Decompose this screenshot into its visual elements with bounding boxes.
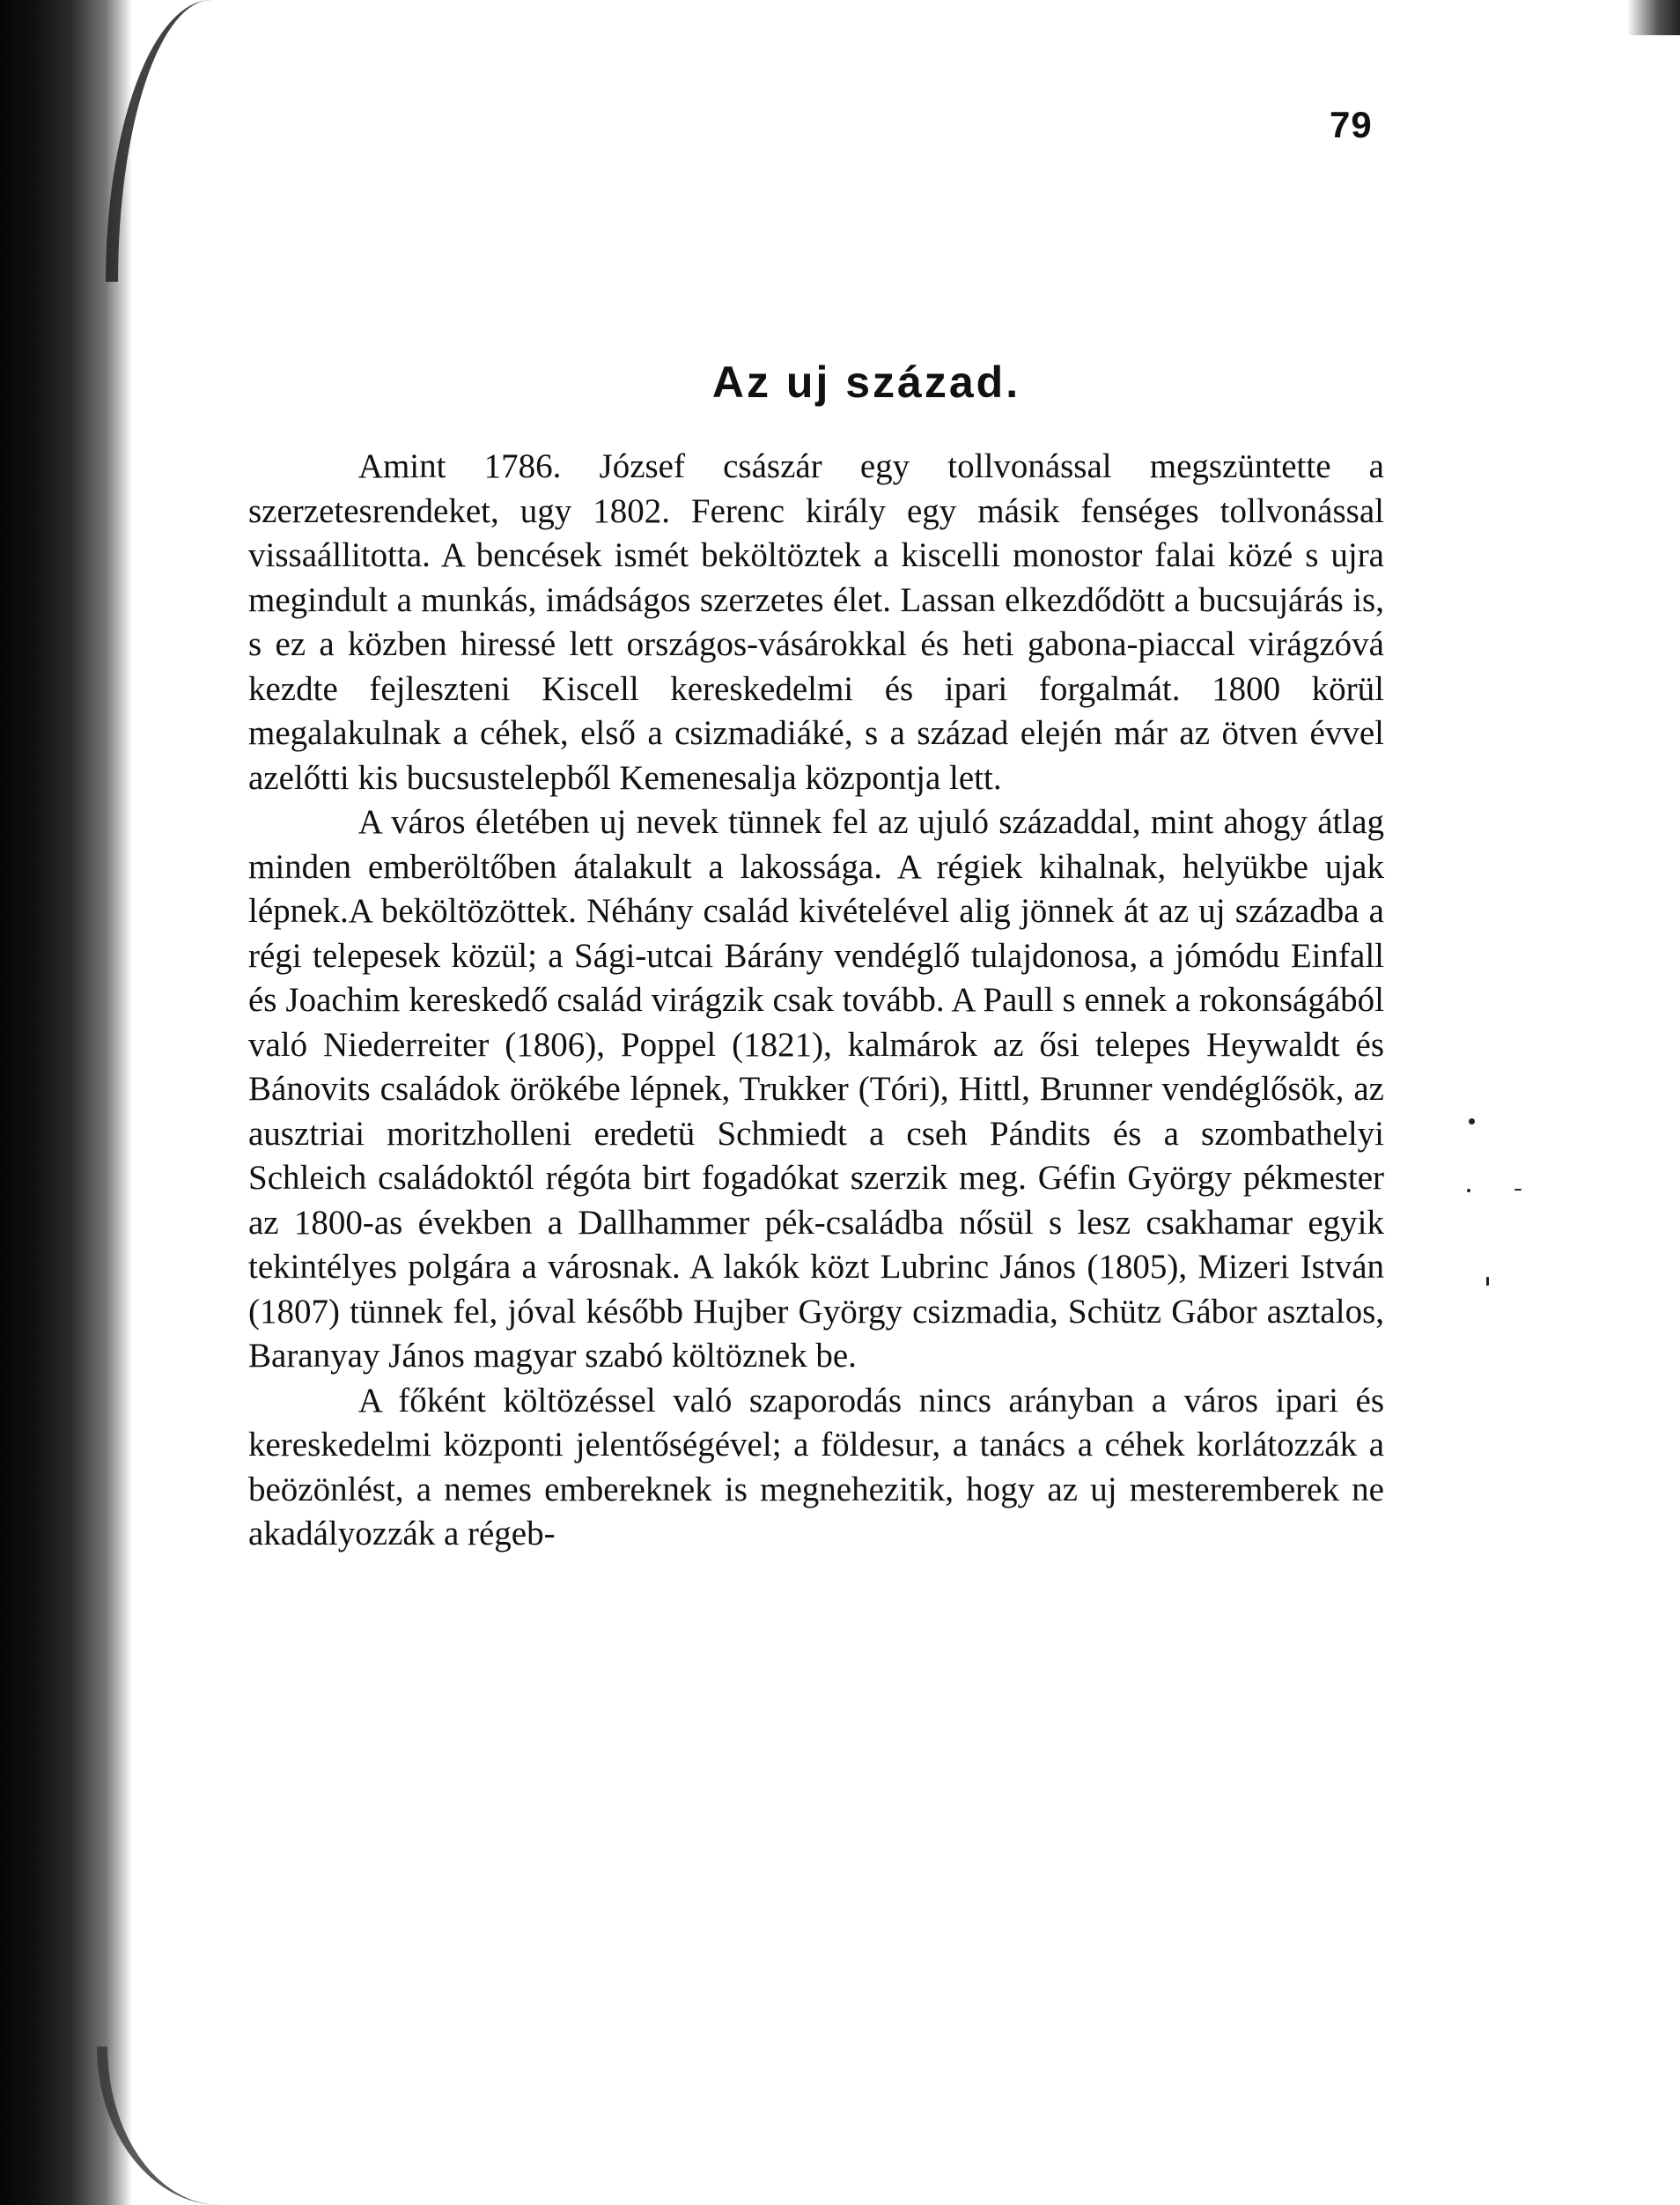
paragraph: Amint 1786. József császár egy tollvonással megszüntette a szerzetesrendeket, ugy 1802. Ferenc király egy másik fenséges tollvonással vissaállitotta. A bencések ismét beköltöztek a kiscelli monostor falai közé s ujra megindult a munkás, imádságos szerzetes élet. Lassan elkezdődött a bucsujárás is, s ez a közben hiressé lett országos-vásárokkal és heti gabona-piaccal virágzóvá kezdte fejleszteni Kiscell kereskedelmi és ipari forgalmát. 1800 körül megalakulnak a céhek, első a csizmadiáké, s a század elején már az ötven évvel azelőtti kis bucsustelepből Kemenesalja központja lett. [248, 447, 1384, 797]
scan-speck [1514, 1189, 1522, 1191]
scan-speck [1469, 1118, 1475, 1125]
paragraph: A főként költözéssel való szaporodás nincs arányban a város ipari és kereskedelmi központi jelentőségével; a földesur, a tanács a céhek korlátozzák a beözönlést, a nemes embereknek is megnehezitik, hogy az uj mesteremberek ne akadályozzák a régeb- [248, 1381, 1384, 1552]
paragraph: A város életében uj nevek tünnek fel az ujuló századdal, mint ahogy átlag minden emberöltőben átalakult a lakossága. A régiek kihalnak, helyükbe ujak lépnek.A beköltözöttek. Néhány család kivételével alig jönnek át az uj századba a régi telepesek közül; a Sági-utcai Bárány vendéglő tulajdonosa, a jómódu Einfall és Joachim kereskedő család virágzik csak tovább. A Paull s ennek a rokonságából való Niederreiter (1806), Poppel (1821), kalmárok az ősi telepes Heywaldt és Bánovits családok örökébe lépnek, Trukker (Tóri), Hittl, Brunner vendéglősök, az ausztriai moritzholleni eredetü Schmiedt a cseh Pándits és a szombathelyi Schleich családoktól régóta birt fogadókat szerzik meg. Géfin György pékmester az 1800-as években a Dallhammer pék-családba nősül s lesz csakhamar egyik tekintélyes polgára a városnak. A lakók közt Lubrinc János (1805), Mizeri István (1807) tünnek fel, jóval később Hujber György csizmadia, Schütz Gábor asztalos, Baranyay János magyar szabó költöznek be. [248, 803, 1384, 1375]
chapter-title: Az uj század. [711, 358, 1021, 407]
page-number: 79 [1330, 104, 1373, 145]
body-text [248, 445, 1384, 1557]
scan-corner-shadow [1627, 0, 1680, 35]
page-binding-edge [0, 0, 132, 2205]
scan-speck [1486, 1277, 1489, 1286]
scan-speck [1467, 1189, 1470, 1192]
